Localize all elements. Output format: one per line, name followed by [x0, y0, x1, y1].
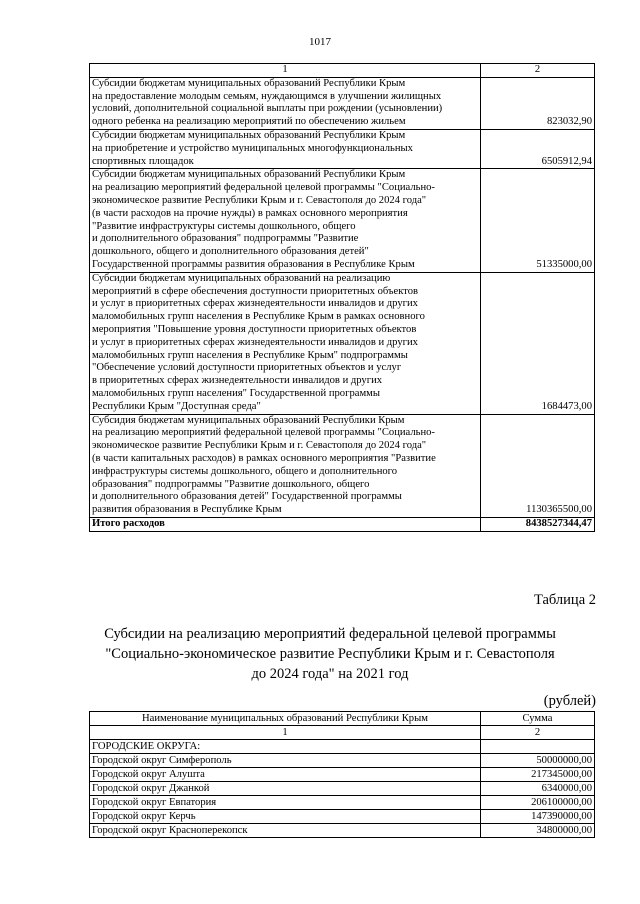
category-amount: [480, 740, 594, 754]
subsidies-table: [89, 711, 595, 838]
column-number-row: [90, 64, 595, 78]
district-name: Городской округ Красноперекопск: [90, 824, 481, 838]
category-label: ГОРОДСКИЕ ОКРУГА:: [90, 740, 481, 754]
district-amount: 147390000,00: [480, 810, 594, 824]
table-row: [90, 754, 595, 768]
page-number: 1017: [309, 36, 331, 48]
column-number-1: 1: [90, 726, 481, 740]
total-row: [90, 517, 595, 531]
total-amount: 8438527344,47: [480, 517, 594, 531]
table-row: [90, 796, 595, 810]
column-number-2: 2: [480, 726, 594, 740]
table-row: [90, 169, 595, 272]
table-row: [90, 77, 595, 129]
district-name: Городской округ Алушта: [90, 768, 481, 782]
table-label: Таблица 2: [533, 592, 596, 608]
district-name: Городской округ Евпатория: [90, 796, 481, 810]
category-row: [90, 740, 595, 754]
district-name: Городской округ Керчь: [90, 810, 481, 824]
table-row: [90, 129, 595, 168]
table-row: [90, 824, 595, 838]
column-number-row: [90, 726, 595, 740]
district-name: Городской округ Симферополь: [90, 754, 481, 768]
row-amount: 51335000,00: [480, 169, 594, 272]
row-amount: 6505912,94: [480, 129, 594, 168]
row-amount: 1684473,00: [480, 272, 594, 414]
unit-label: (рублей): [543, 693, 596, 709]
district-amount: 217345000,00: [480, 768, 594, 782]
table-row: [90, 768, 595, 782]
column-header-name: Наименование муниципальных образований Республики Крым: [90, 712, 481, 726]
column-header-sum: Сумма: [480, 712, 594, 726]
section-heading: Субсидии на реализацию мероприятий федеральной целевой программы "Социально-экономическое развитие Республики Крым и г. Севастополя до 2024 года" на 2021 год: [104, 626, 556, 682]
row-description: Субсидия бюджетам муниципальных образований Республики Крым на реализацию мероприятий федеральной целевой программы "Социально- экономическое развитие Республики Крым и г. Севастополя до 2024 года" (в части капитальных расходов) в рамках основного мероприятия "Развитие инфраструктуры системы дошкольного, общего и дополнительного образования" подпрограммы "Развитие дошкольного, общего и дополнительного образования детей" Государственной программы развития образования в Республике Крым: [90, 414, 481, 517]
district-amount: 34800000,00: [480, 824, 594, 838]
column-number-1: 1: [90, 64, 481, 78]
table-row: [90, 782, 595, 796]
row-amount: 1130365500,00: [480, 414, 594, 517]
table-row: [90, 272, 595, 414]
district-amount: 50000000,00: [480, 754, 594, 768]
row-description: Субсидии бюджетам муниципальных образований Республики Крым на реализацию мероприятий федеральной целевой программы "Социально- экономическое развитие Республики Крым и г. Севастополя до 2024 года" (в части расходов на прочие нужды) в рамках основного мероприятия "Развитие инфраструктуры системы дошкольного, общего и дополнительного образования" подпрограммы "Развитие дошкольного, общего и дополнительного образования детей" Государственной программы развития образования в Республике Крым: [90, 169, 481, 272]
table-row: [90, 414, 595, 517]
expenses-table: [89, 63, 595, 532]
table-row: [90, 810, 595, 824]
district-name: Городской округ Джанкой: [90, 782, 481, 796]
district-amount: 6340000,00: [480, 782, 594, 796]
row-description: Субсидии бюджетам муниципальных образований Республики Крым на приобретение и устройство муниципальных многофункциональных спортивных площадок: [90, 129, 481, 168]
total-label: Итого расходов: [90, 517, 481, 531]
column-header-row: [90, 712, 595, 726]
row-amount: 823032,90: [480, 77, 594, 129]
row-description: Субсидии бюджетам муниципальных образований на реализацию мероприятий в сфере обеспечения доступности приоритетных объектов и услуг в приоритетных сферах жизнедеятельности инвалидов и других маломобильных групп населения в Республике Крым в рамках основного мероприятия "Повышение уровня доступности приоритетных объектов и услуг в приоритетных сферах жизнедеятельности инвалидов и других маломобильных групп населения в Республике Крым" подпрограммы "Обеспечение условий доступности приоритетных объектов и услуг в приоритетных сферах жизнедеятельности инвалидов и других маломобильных групп населения" Государственной программы Республики Крым "Доступная среда": [90, 272, 481, 414]
column-number-2: 2: [480, 64, 594, 78]
row-description: Субсидии бюджетам муниципальных образований Республики Крым на предоставление молодым семьям, нуждающимся в улучшении жилищных условий, дополнительной социальной выплаты при рождении (усыновлении) одного ребенка на реализацию мероприятий по обеспечению жильем: [90, 77, 481, 129]
district-amount: 206100000,00: [480, 796, 594, 810]
